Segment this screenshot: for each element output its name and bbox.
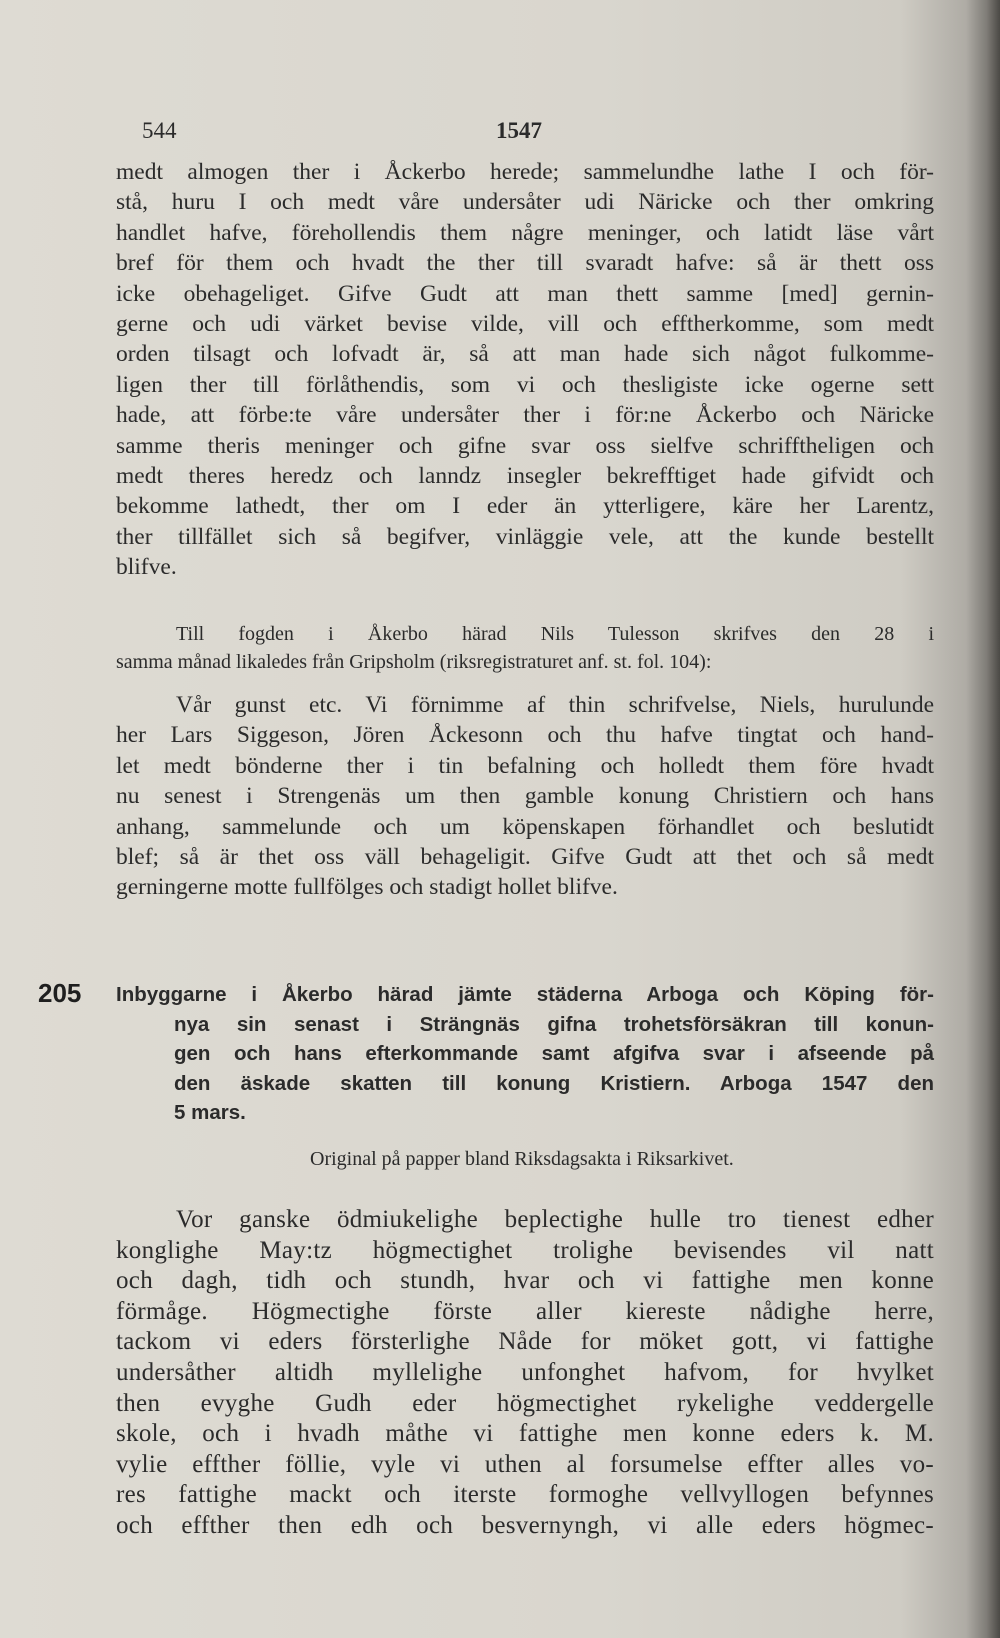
- paragraph-1: [116, 157, 934, 583]
- text-line: ther tillfället sich så begifver, vinläggie vele, att the kunde bestellt: [116, 523, 934, 550]
- document-number: 205: [38, 978, 82, 1008]
- page-number: 544: [142, 118, 177, 143]
- text-line: bekomme lathedt, ther om I eder än ytterligere, käre her Larentz,: [116, 493, 934, 520]
- text-line: konglighe May:tz högmectighet trolighe bevisendes vil natt: [116, 1236, 934, 1264]
- heading-line: Inbyggarne i Åkerbo härad jämte städerna Arboga och Köping för-: [116, 983, 934, 1006]
- text-line: gerne och udi värket bevise vilde, vill och efftherkomme, som medt: [116, 311, 934, 338]
- text-line: vylie effther föllie, vyle vi uthen al forsumelse effter alles vo-: [116, 1450, 934, 1478]
- text-line: then evyghe Gudh eder högmectighet rykelighe veddergelle: [116, 1389, 934, 1417]
- text-line: blef; så är thet oss väll behageligit. Gifve Gudt att thet och så medt: [116, 844, 934, 871]
- text-line: tackom vi eders försterlighe Nåde for möket gott, vi fattighe: [116, 1328, 934, 1356]
- text-line: skole, och i hvadh måthe vi fattighe men konne eders k. M.: [116, 1420, 934, 1448]
- text-line: orden tilsagt och lofvadt är, så att man hade sich något fulkomme-: [116, 341, 934, 368]
- page-edge-shadow: [966, 0, 1000, 1638]
- text-line: her Lars Siggeson, Jören Åckesonn och thu hafve tingtat och hand-: [116, 722, 934, 749]
- document-heading: [116, 980, 934, 1128]
- text-line: bref för them och hvadt the ther till svaradt hafve: så är thett oss: [116, 250, 934, 277]
- text-line: nu senest i Strengenäs um then gamble konung Christiern och hans: [116, 783, 934, 810]
- source-note: Original på papper bland Riksdagsakta i Riksarkivet.: [310, 1148, 734, 1170]
- text-line: gerningerne motte fullfölges och stadigt hollet blifve.: [116, 874, 618, 901]
- text-line: medt theres heredz och lanndz insegler bekrefftiget hade gifvidt och: [116, 463, 934, 490]
- text-line: hade, att förbe:te våre undersåter ther i för:ne Åckerbo och Näricke: [116, 402, 934, 429]
- note-line: Till fogden i Åkerbo härad Nils Tulesson skrifves den 28 i: [176, 623, 934, 645]
- editorial-note: [116, 620, 934, 676]
- text-line: let medt bönderne ther i tin befalning och holledt them före hvadt: [116, 752, 934, 779]
- text-line: undersåther altidh myllelighe unfonghet hafvom, for hvylket: [116, 1358, 934, 1386]
- running-header-year: 1547: [496, 118, 542, 143]
- text-line: icke obehageliget. Gifve Gudt att man thett samme [med] gernin-: [116, 280, 934, 307]
- text-line: och effther then edh och besvernyngh, vi alle eders högmec-: [116, 1511, 934, 1539]
- document-text: [116, 1205, 934, 1542]
- heading-line: gen och hans efterkommande samt afgifva svar i afseende på: [174, 1042, 934, 1065]
- text-line: res fattighe mackt och iterste formoghe vellvyllogen befynnes: [116, 1481, 934, 1509]
- note-line: samma månad likaledes från Gripsholm (riksregistraturet anf. st. fol. 104):: [116, 651, 712, 673]
- paragraph-2: [116, 690, 934, 903]
- text-line: anhang, sammelunde och um köpenskapen förhandlet och beslutidt: [116, 813, 934, 840]
- text-line: handlet hafve, förehollendis them någre meninger, och latidt läse vårt: [116, 219, 934, 246]
- text-line: Vor ganske ödmiukelighe beplectighe hulle tro tienest edher: [176, 1206, 934, 1233]
- text-line: samme theris meninger och gifne svar oss sielfve schrifftheligen och: [116, 432, 934, 459]
- text-line: och dagh, tidh och stundh, hvar och vi fattighe men konne: [116, 1267, 934, 1295]
- running-header: [0, 118, 1000, 158]
- text-line: medt almogen ther i Åckerbo herede; sammelundhe lathe I och för-: [116, 159, 934, 185]
- text-line: ligen ther till förlåthendis, som vi och thesligiste icke ogerne sett: [116, 371, 934, 398]
- text-line: stå, huru I och medt våre undersåter udi Näricke och ther omkring: [116, 189, 934, 216]
- text-line: förmåge. Högmectighe förste aller kiereste nådighe herre,: [116, 1297, 934, 1325]
- heading-line: den äskade skatten till konung Kristiern. Arboga 1547 den: [174, 1071, 934, 1095]
- text-line: Vår gunst etc. Vi förnimme af thin schrifvelse, Niels, hurulunde: [176, 692, 934, 718]
- heading-line: 5 mars.: [174, 1101, 246, 1124]
- heading-line: nya sin senast i Strängnäs gifna trohetsförsäkran till konun-: [174, 1012, 934, 1036]
- text-line: blifve.: [116, 554, 177, 581]
